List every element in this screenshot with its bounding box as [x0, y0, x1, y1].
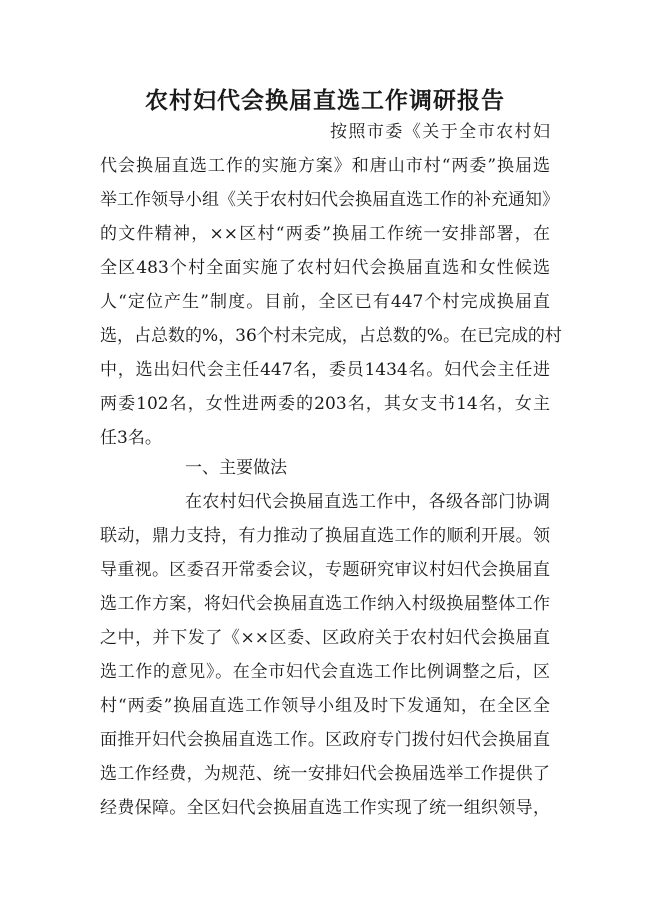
body-line: 在农村妇代会换届直选工作中，各级各部门协调	[185, 492, 550, 512]
section-heading: 一、主要做法	[185, 458, 287, 478]
body-line: 经费保障。全区妇代会换届直选工作实现了统一组织领导，	[100, 798, 550, 818]
intro-line: 任3名。	[100, 428, 162, 448]
body-line: 之中，并下发了《××区委、区政府关于农村妇代会换届直	[100, 628, 550, 648]
intro-line: 的文件精神，××区村“两委”换届工作统一安排部署，在	[100, 224, 550, 244]
body-line: 联动，鼎力支持，有力推动了换届直选工作的顺利开展。领	[100, 526, 550, 546]
intro-line: 人“定位产生”制度。目前，全区已有447个村完成换届直	[100, 292, 550, 312]
intro-line: 全区483个村全面实施了农村妇代会换届直选和女性候选	[100, 258, 550, 278]
intro-line: 中，选出妇代会主任447名，委员1434名。妇代会主任进	[100, 360, 550, 380]
intro-line: 两委102名，女性进两委的203名，其女支书14名，女主	[100, 394, 550, 414]
document-title: 农村妇代会换届直选工作调研报告	[145, 88, 505, 114]
body-line: 选工作经费，为规范、统一安排妇代会换届选举工作提供了	[100, 764, 550, 784]
intro-line: 代会换届直选工作的实施方案》和唐山市村“两委”换届选	[100, 156, 550, 176]
intro-line: 按照市委《关于全市农村妇	[330, 122, 550, 142]
intro-line: 举工作领导小组《关于农村妇代会换届直选工作的补充通知》	[100, 190, 559, 210]
body-line: 导重视。区委召开常委会议，专题研究审议村妇代会换届直	[100, 560, 550, 580]
body-line: 选工作的意见》。在全市妇代会直选工作比例调整之后，区	[100, 662, 550, 682]
body-line: 选工作方案，将妇代会换届直选工作纳入村级换届整体工作	[100, 594, 550, 614]
intro-line: 选，占总数的%，36个村未完成，占总数的%。在已完成的村	[100, 326, 562, 346]
body-line: 面推开妇代会换届直选工作。区政府专门拨付妇代会换届直	[100, 730, 550, 750]
body-line: 村“两委”换届直选工作领导小组及时下发通知，在全区全	[100, 696, 550, 716]
